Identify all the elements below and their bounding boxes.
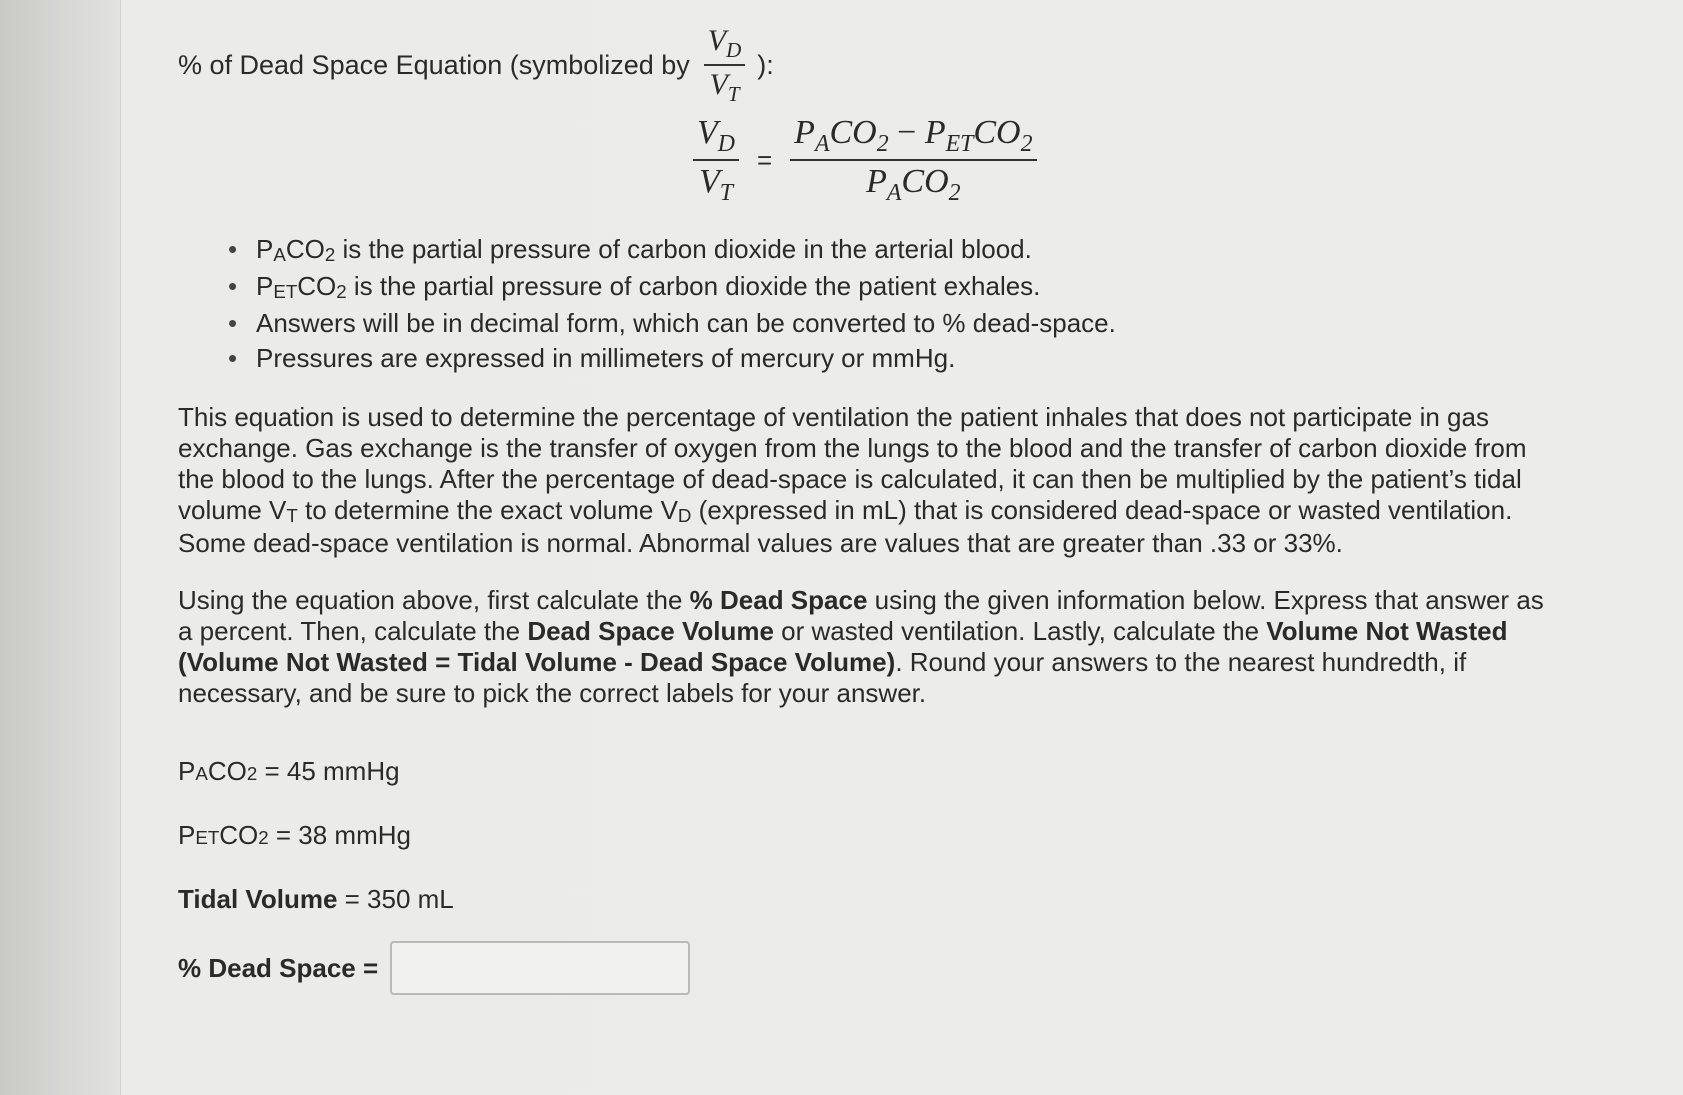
paragraph1-part1: This equation is used to determine the percentage of ventilation the patient inhales that does not participate in gas exchange. Gas exchange is the transfer of oxygen from the lungs to the blood and the transfer of carbon dioxide from the blood to the lungs. After the percentage of dead-space is calculated, it can then be multiplied by the patient’s tidal volume <box>178 402 1527 525</box>
question-content <box>178 23 1568 995</box>
bullet-p: P <box>256 271 274 301</box>
given-petco2-co-sub: 2 <box>258 826 269 848</box>
dead-space-equation <box>693 110 1568 210</box>
given-paco2-value: = 45 mmHg <box>257 755 400 786</box>
paragraph1-vt-sub: T <box>286 504 298 526</box>
given-values <box>178 739 1568 931</box>
given-paco2-p: P <box>178 755 196 786</box>
instructions-text-1: Using the equation above, first calculate the <box>178 585 690 615</box>
paragraph1-vt: V <box>269 495 287 525</box>
rhs-pet-sub: ET <box>945 130 974 157</box>
heading-frac-den: V <box>709 68 728 101</box>
bullet-text: Answers will be in decimal form, which can be converted to % dead-space. <box>256 308 1116 338</box>
heading-frac-den-sub: T <box>727 82 740 106</box>
equation-heading <box>178 23 1568 106</box>
bullet-co: CO <box>297 271 337 301</box>
equation-lhs <box>693 114 739 206</box>
vd-over-vt-fraction <box>704 24 746 106</box>
rhs-pet: P <box>924 114 946 152</box>
list-item <box>228 341 1568 376</box>
instructions-bold-3: Volume Not Wasted (Volume Not Wasted = Tidal Volume - Dead Space Volume) <box>178 616 1508 677</box>
equals-sign: = <box>756 144 773 175</box>
left-margin <box>0 0 121 1095</box>
instructions-text-3: or wasted ventilation. Lastly, calculate the <box>773 616 1267 646</box>
heading-suffix: ): <box>757 49 774 80</box>
definitions-list <box>228 232 1568 376</box>
given-tidal-value: = 350 mL <box>337 883 454 914</box>
heading-frac-num: V <box>707 23 727 57</box>
rhs-den-p: P <box>866 163 887 200</box>
instructions-text-2: using the given information below. Express that answer as a percent. Then, calculate the <box>178 585 1544 646</box>
given-paco2-p-sub: A <box>195 762 208 784</box>
given-tidal-volume <box>178 867 1568 931</box>
dead-space-answer-row <box>178 941 1568 995</box>
dead-space-answer-input[interactable] <box>390 941 690 995</box>
bullet-co-sub: 2 <box>336 280 347 302</box>
given-petco2 <box>178 803 1568 867</box>
instructions-paragraph <box>178 585 1558 709</box>
rhs-pa-sub: A <box>814 130 830 157</box>
list-item <box>228 269 1568 306</box>
given-paco2-co-sub: 2 <box>246 762 258 784</box>
given-petco2-co: CO <box>219 819 259 850</box>
dead-space-answer-label: % Dead Space = <box>178 952 379 983</box>
list-item <box>228 232 1568 269</box>
given-petco2-p: P <box>178 819 196 850</box>
instructions-bold-1: % Dead Space <box>689 585 868 615</box>
paragraph1-part2: to determine the exact volume <box>297 495 661 525</box>
paragraph1-vd: V <box>660 495 678 525</box>
given-petco2-value: = 38 mmHg <box>268 819 411 850</box>
lhs-den-sub: T <box>719 179 733 206</box>
instructions-text-4: . Round your answers to the nearest hundredth, if necessary, and be sure to pick the correct labels for your answer. <box>178 647 1467 708</box>
lhs-num-sub: D <box>717 130 735 157</box>
instructions-bold-2: Dead Space Volume <box>527 616 774 646</box>
heading-frac-num-sub: D <box>726 37 742 62</box>
bullet-text: is the partial pressure of carbon dioxide the patient exhales. <box>346 271 1041 301</box>
equation-rhs <box>790 114 1036 206</box>
rhs-pet-co: CO <box>973 114 1021 152</box>
rhs-den-p-sub: A <box>886 179 902 206</box>
bullet-text: is the partial pressure of carbon dioxide in the arterial blood. <box>335 234 1032 264</box>
given-petco2-p-sub: ET <box>195 826 220 848</box>
bullet-co-sub: 2 <box>324 243 336 265</box>
heading-prefix: % of Dead Space Equation (symbolized by <box>178 49 690 80</box>
rhs-den-co: CO <box>901 163 949 200</box>
explanation-paragraph <box>178 402 1558 559</box>
given-tidal-label: Tidal Volume <box>178 883 338 914</box>
given-paco2-co: CO <box>207 755 247 786</box>
bullet-co: CO <box>285 234 325 264</box>
lhs-num: V <box>697 114 718 152</box>
bullet-p: P <box>256 234 274 264</box>
list-item <box>228 306 1568 341</box>
rhs-pa-co: CO <box>829 114 877 152</box>
rhs-den-co-sub: 2 <box>948 179 961 206</box>
given-paco2 <box>178 739 1568 803</box>
minus-sign: − <box>888 114 925 152</box>
lhs-den: V <box>698 163 720 200</box>
paragraph1-vd-sub: D <box>677 504 692 526</box>
rhs-pa: P <box>794 114 815 152</box>
rhs-pet-co-sub: 2 <box>1020 130 1033 157</box>
bullet-text: Pressures are expressed in millimeters of mercury or mmHg. <box>256 343 956 373</box>
bullet-p-sub: A <box>273 243 286 265</box>
paragraph1-part3: (expressed in mL) that is considered dead-space or wasted ventilation. Some dead-space ventilation is normal. Abnormal values are values that are greater than .33 or 33%. <box>178 495 1513 558</box>
bullet-p-sub: ET <box>273 280 298 302</box>
rhs-pa-co-sub: 2 <box>876 130 889 157</box>
